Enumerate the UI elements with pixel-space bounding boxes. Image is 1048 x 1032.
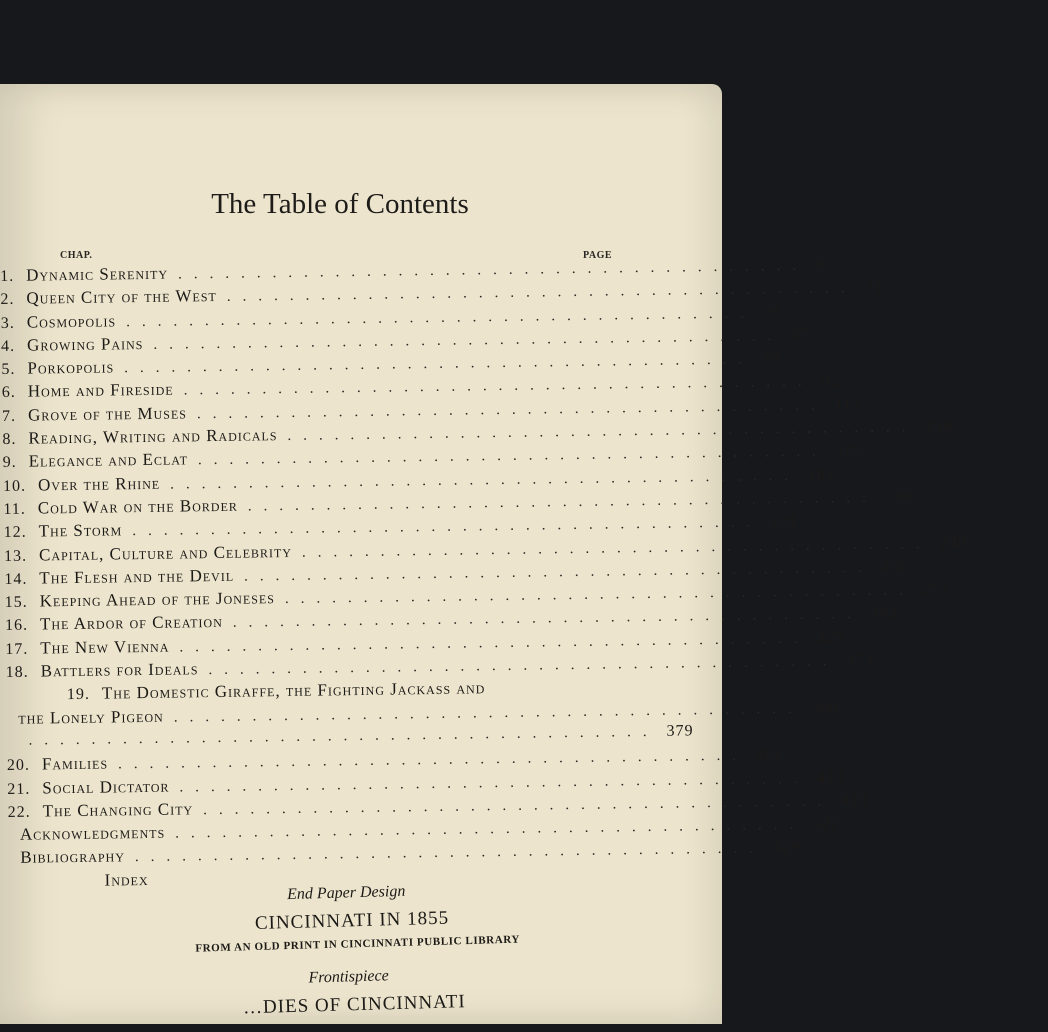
dot-leader: ........................................ (193, 793, 833, 819)
chapter-number: 18. (6, 664, 41, 682)
chapter-title: Queen City of the West (26, 286, 217, 309)
page-number: 206 (886, 487, 989, 506)
chapter-title: Capital, Culture and Celebrity (39, 542, 292, 566)
page-number: 224 (770, 512, 873, 531)
chapter-title: Cosmopolis (27, 311, 117, 332)
dot-leader: ........................................ (188, 444, 828, 470)
chapter-title: Families (42, 754, 108, 775)
chapter-number: 3. (1, 314, 27, 332)
page-number: 303 (871, 604, 974, 623)
dot-leader: ........................................ (122, 515, 762, 541)
chapter-number: 21. (7, 780, 42, 798)
dot-leader: ........................................ (275, 582, 915, 608)
page-number: 419 (841, 791, 944, 810)
illustration-credits (0, 874, 726, 1032)
chapter-number: 1. (0, 268, 26, 286)
chapter-title: Reading, Writing and Radicals (28, 425, 277, 448)
chapter-title: The Ardor of Creation (40, 612, 223, 635)
end-paper-label: End Paper Design (0, 874, 722, 920)
chapter-number: 17. (5, 640, 40, 658)
chapter-number: 9. (3, 454, 29, 472)
chapter-title: Home and Fireside (28, 380, 174, 402)
chapter-title: The Storm (39, 521, 123, 542)
dot-leader: ........................................ (108, 748, 748, 774)
page-number: 78 (762, 349, 856, 368)
table-of-contents (0, 256, 731, 895)
page-number: 277 (923, 580, 1026, 599)
dot-leader: ........................................ (125, 841, 765, 867)
chapter-title: The Domestic Giraffe, the Fighting Jackass and (102, 679, 486, 704)
page-number: 240 (940, 533, 1043, 552)
page-number: 256 (882, 557, 985, 576)
dot-leader: ........................................ (174, 374, 814, 400)
page-title: The Table of Contents (0, 188, 680, 221)
dot-leader: ........................................ (19, 724, 659, 750)
page-number: 379 (666, 721, 769, 740)
page-number: 159 (836, 441, 939, 460)
chapter-title: Over the Rhine (38, 473, 160, 495)
chapter-title: The New Vienna (40, 636, 169, 658)
page-number: 429 (773, 838, 876, 857)
chapter-title: Elegance and Eclat (29, 450, 189, 472)
page-number: 92 (821, 372, 915, 391)
chapter-number: 6. (2, 384, 28, 402)
page-number: 139 (925, 417, 1028, 436)
chapter-title: Battlers for Ideals (41, 659, 199, 681)
chapter-number: 8. (2, 431, 28, 449)
chapter-number: 15. (5, 594, 40, 612)
dot-leader: ........................................ (143, 328, 783, 354)
chapter-number: 11. (3, 500, 38, 518)
page-number: 35 (764, 303, 858, 322)
chapter-title: Social Dictator (42, 776, 169, 798)
chapter-number: 4. (1, 338, 27, 356)
chapter-number: 20. (7, 757, 42, 775)
page-number: 181 (808, 465, 911, 484)
chapter-number: 14. (4, 570, 39, 588)
chapter-title: the Lonely Pigeon (18, 706, 164, 728)
page-number: 325 (817, 628, 920, 647)
page-number: 368 (812, 698, 915, 717)
dot-leader: ........................................ (168, 258, 808, 284)
dot-leader: ........................................ (223, 606, 863, 632)
chapter-title: Porkopolis (27, 358, 114, 379)
page-number: 422 (813, 814, 916, 833)
chapter-title: Growing Pains (27, 334, 144, 356)
chapter-title: The Changing City (42, 799, 193, 821)
chapter-number (9, 885, 105, 886)
chapter-number: 10. (3, 477, 38, 495)
dot-leader: ........................................ (160, 468, 800, 494)
chapter-column-header: CHAP. (60, 250, 92, 261)
chapter-number: 5. (1, 361, 27, 379)
chapter-title: Dynamic Serenity (26, 264, 168, 286)
dot-leader: ........................................ (169, 630, 809, 656)
dot-leader: ........................................ (238, 490, 878, 516)
chapter-number: 13. (4, 547, 39, 565)
dot-leader: ........................................ (164, 700, 804, 726)
page-number: 9 (816, 255, 901, 274)
chapter-title: Keeping Ahead of the Joneses (40, 588, 275, 611)
chapter-title: Bibliography (20, 847, 125, 868)
dot-leader: ........................................ (169, 770, 809, 796)
page-number: 401 (756, 745, 859, 764)
page-column-header: PAGE (583, 250, 612, 261)
book-page (0, 84, 722, 1024)
frontispiece-title: …DIES OF CINCINNATI (3, 984, 726, 1032)
dot-leader: ........................................ (187, 397, 827, 423)
dot-leader: ........................................ (217, 280, 857, 306)
dot-leader: ........................................ (165, 817, 805, 843)
chapter-title: Index (104, 870, 148, 891)
chapter-title: Grove of the Muses (28, 403, 187, 425)
page-number: 353 (846, 651, 949, 670)
page-number: 413 (817, 768, 920, 787)
page-number: 57 (791, 326, 885, 345)
chapter-title: Cold War on the Border (38, 496, 238, 519)
page-number (592, 690, 728, 692)
chapter-number: 7. (2, 407, 28, 425)
dot-leader: ........................................ (116, 305, 756, 331)
chapter-title: The Flesh and the Devil (39, 566, 234, 589)
page-number: 21 (865, 278, 959, 297)
dot-leader: ........................................ (114, 352, 754, 378)
frontispiece-label: Frontispiece (2, 958, 724, 1004)
chapter-number: 22. (8, 803, 43, 821)
dot-leader (485, 692, 584, 693)
dot-leader: ........................................ (198, 653, 838, 679)
end-paper-title: CINCINNATI IN 1855 (1, 900, 724, 948)
chapter-number: 12. (4, 524, 39, 542)
dot-leader: ........................................ (234, 560, 874, 586)
chapter-number: 2. (0, 291, 26, 309)
dot-leader: ........................................ (277, 419, 917, 445)
dot-leader: ........................................ (292, 536, 932, 562)
end-paper-source: FROM AN OLD PRINT IN CINCINNATI PUBLIC LIBRARY (2, 928, 725, 978)
chapter-title: Acknowledgments (20, 823, 166, 845)
page-number: 112 (835, 395, 938, 414)
chapter-number: 19. (6, 686, 102, 705)
chapter-number: 16. (5, 617, 40, 635)
